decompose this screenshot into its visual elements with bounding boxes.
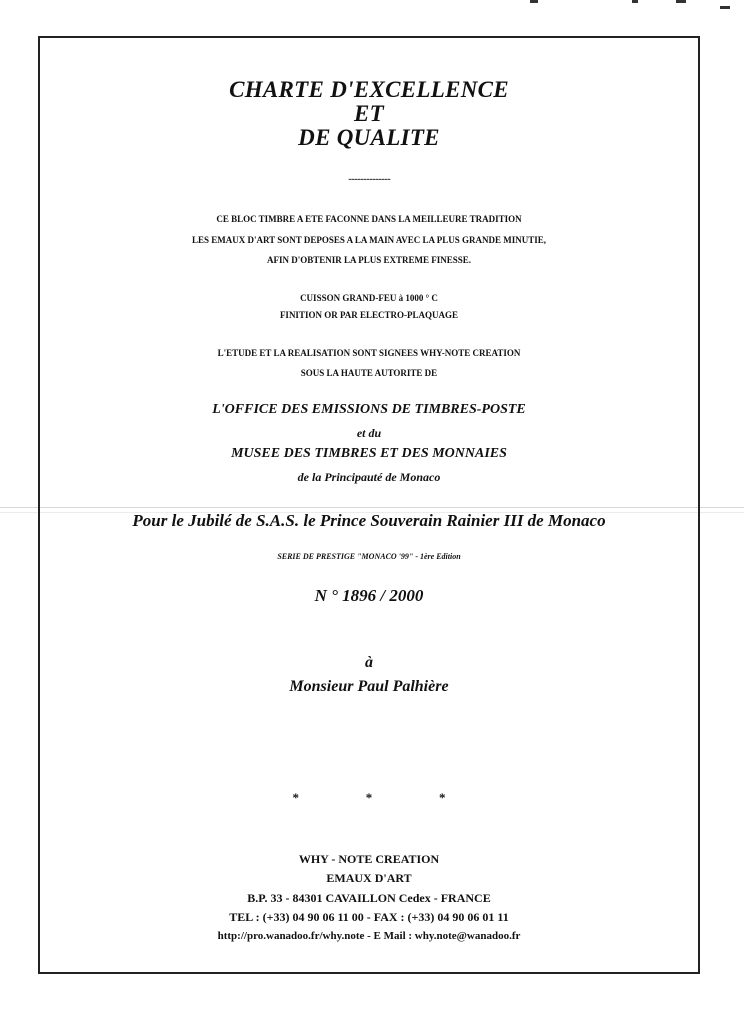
footer-activity: EMAUX D'ART [326, 871, 412, 885]
authority-office: L'OFFICE DES EMISSIONS DE TIMBRES-POSTE [212, 402, 526, 417]
certificate-frame [38, 36, 700, 974]
jubilee-dedication: Pour le Jubilé de S.A.S. le Prince Souverain Rainier III de Monaco [132, 511, 606, 530]
series-edition: SERIE DE PRESTIGE "MONACO '99" - 1ère Edition [277, 552, 461, 561]
recipient-preposition: à [365, 654, 373, 671]
process-line-1: CUISSON GRAND-FEU à 1000 ° C [300, 293, 438, 303]
footer-company: WHY - NOTE CREATION [298, 852, 440, 866]
process-line-2: FINITION OR PAR ELECTRO-PLAQUAGE [279, 310, 459, 320]
footer-phone: TEL : (+33) 04 90 06 11 00 - FAX : (+33) 04 90 06 01 11 [229, 910, 509, 924]
title-line-2: ET [354, 101, 384, 126]
scan-corner-marks [526, 0, 736, 12]
intro-line-1: CE BLOC TIMBRE A ETE FACONNE DANS LA MEILLEURE TRADITION [216, 214, 522, 224]
signature-line-1: L'ETUDE ET LA REALISATION SONT SIGNEES WHY-NOTE CREATION [217, 348, 521, 358]
title-separator: ............................ [348, 172, 390, 183]
star-1: * [292, 790, 299, 805]
signature-line-2: SOUS LA HAUTE AUTORITE DE [300, 368, 438, 378]
authority-connector: et du [356, 426, 382, 440]
intro-line-2: LES EMAUX D'ART SONT DEPOSES A LA MAIN AVEC LA PLUS GRANDE MINUTIE, [191, 235, 546, 245]
star-divider [40, 790, 698, 806]
star-2: * [365, 790, 373, 805]
edition-number: N ° 1896 / 2000 [314, 586, 424, 605]
authority-museum: MUSEE DES TIMBRES ET DES MONNAIES [231, 446, 507, 461]
star-3: * [439, 790, 446, 805]
footer-address: B.P. 33 - 84301 CAVAILLON Cedex - FRANCE [247, 891, 491, 905]
authority-principality: de la Principauté de Monaco [297, 470, 441, 484]
title-line-1: CHARTE D'EXCELLENCE [229, 77, 509, 102]
footer-web-email: http://pro.wanadoo.fr/why.note - E Mail : why.note@wanadoo.fr [217, 930, 521, 942]
title-line-3: DE QUALITE [298, 125, 440, 150]
intro-line-3: AFIN D'OBTENIR LA PLUS EXTREME FINESSE. [266, 255, 472, 265]
recipient-name: Monsieur Paul Palhière [289, 678, 449, 695]
